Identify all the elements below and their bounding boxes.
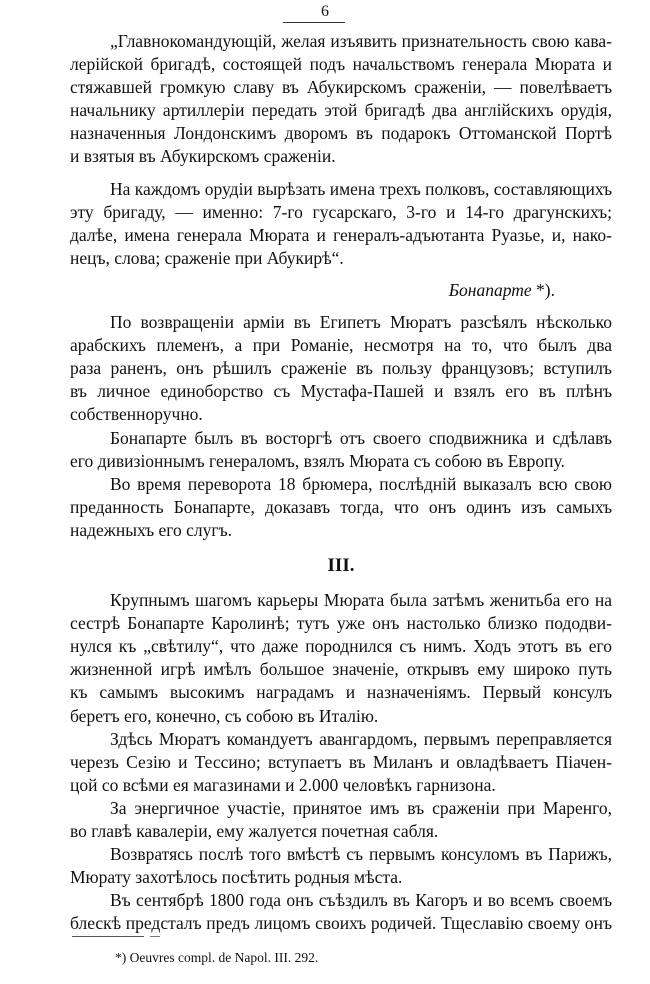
page-number-rule <box>283 22 345 23</box>
paragraph <box>70 30 612 169</box>
section-three <box>70 589 612 935</box>
text-line: Во время переворота 18 брюмера, послѣдній выказалъ всю свою <box>110 473 612 494</box>
section-egypt <box>70 311 612 542</box>
text-line: Крупнымъ шагомъ карьеры Мюрата была затѣмъ женитьба его на <box>110 590 612 611</box>
text-line: лерійской бригадѣ, состоящей подъ начальствомъ генерала Мюрата и <box>70 54 612 75</box>
text-line: Мюрату захотѣлось посѣтить родныя мѣста. <box>70 867 403 888</box>
paragraph <box>70 589 612 728</box>
paragraph <box>70 427 612 473</box>
decree-quote <box>70 30 612 270</box>
text-line: въ личное единоборство съ Мустафа-Пашей и взялъ его въ плѣнъ <box>70 381 612 402</box>
text-line: къ самымъ высокимъ наградамъ и назначеніямъ. Первый консулъ <box>70 682 612 703</box>
text-line: эту бригаду, — именно: 7-го гусарскаго, 3-го и 14-го драгунскихъ; <box>70 201 612 222</box>
signature-name: Бонапарте <box>448 279 532 300</box>
section-heading: III. <box>327 554 355 576</box>
paragraph <box>70 311 612 426</box>
paragraph <box>70 889 612 935</box>
paragraph <box>70 473 612 542</box>
body-text <box>70 30 612 935</box>
text-line: „Главнокомандующій, желая изъявить признательность свою кава- <box>110 31 612 51</box>
footnote-marker: *). <box>531 279 555 300</box>
text-line: далѣе, имена генерала Мюрата и генералъ-адъютанта Руазье, и, нако- <box>70 224 612 245</box>
paragraph <box>70 728 612 797</box>
text-line: и взятыя въ Абукирскомъ сраженіи. <box>70 146 336 167</box>
text-line: жизненной игрѣ имѣлъ большое значеніе, открывъ ему широко путь <box>70 659 612 680</box>
page-number: 6 <box>321 3 329 20</box>
text-line: раза раненъ, онъ рѣшилъ сраженіе въ пользу французовъ; вступилъ <box>70 358 612 379</box>
text-line: Бонапарте былъ въ восторгѣ отъ своего сподвижника и сдѣлавъ <box>110 427 612 448</box>
text-line: надежныхъ его слугъ. <box>70 519 233 540</box>
text-line: его дивизіоннымъ генераломъ, взялъ Мюрата съ собою въ Европу. <box>70 450 565 471</box>
text-line: стяжавшей громкую славу въ Абукирскомъ сраженіи, — повелѣваетъ <box>70 77 612 98</box>
text-line: арабскихъ племенъ, а при Романіе, несмотря на то, что былъ два <box>70 335 612 356</box>
text-line: По возвращеніи арміи въ Египетъ Мюратъ разсѣялъ нѣсколько <box>110 312 612 333</box>
text-line: блескѣ предсталъ предъ лицомъ своихъ родичей. Тщеславію своему онъ <box>70 913 612 934</box>
text-line: беретъ его, конечно, съ собою въ Италію. <box>70 705 379 726</box>
text-line: За энергичное участіе, принятое имъ въ сраженіи при Маренго, <box>110 797 612 818</box>
text-line: нулся къ „свѣтилу“, что даже породнился съ нимъ. Ходъ этотъ въ его <box>70 636 612 657</box>
footnote-rule-dash <box>150 936 160 937</box>
text-line: черезъ Сезію и Тессино; вступаетъ въ Миланъ и овладѣваетъ Піачен- <box>70 751 612 772</box>
paragraph <box>70 797 612 843</box>
paragraph <box>70 843 612 889</box>
text-line: назначенныя Лондонскимъ дворомъ въ подарокъ Оттоманской Портѣ <box>70 123 612 144</box>
footnote: *) Oeuvres compl. de Napol. III. 292. <box>115 950 319 965</box>
text-line: нецъ, слова; сраженіе при Абукирѣ“. <box>70 247 344 268</box>
text-line: собственноручно. <box>70 404 203 425</box>
paragraph <box>70 178 612 270</box>
text-line: начальнику артиллеріи передать этой бригадѣ два англійскихъ орудія, <box>70 100 612 121</box>
text-line: во главѣ кавалеріи, ему жалуется почетная сабля. <box>70 821 439 841</box>
signature <box>70 279 612 302</box>
text-line: Въ сентябрѣ 1800 года онъ съѣздилъ въ Кагоръ и во всемъ своемъ <box>110 890 612 911</box>
text-line: преданность Бонапарте, доказавъ тогда, что онъ одинъ изъ самыхъ <box>70 496 612 517</box>
text-line: Возвратясь послѣ того вмѣстѣ съ первымъ консуломъ въ Парижъ, <box>110 844 612 865</box>
text-line: Здѣсь Мюратъ командуетъ авангардомъ, первымъ переправляется <box>110 728 612 749</box>
footnote-rule <box>72 936 144 937</box>
text-line: цой со всѣми ея магазинами и 2.000 человѣкъ гарнизона. <box>70 774 496 795</box>
text-line: На каждомъ орудіи вырѣзать имена трехъ полковъ, составляющихъ <box>110 178 612 199</box>
text-line: сестрѣ Бонапарте Каролинѣ; тутъ уже онъ настолько близко пододви- <box>70 613 612 634</box>
